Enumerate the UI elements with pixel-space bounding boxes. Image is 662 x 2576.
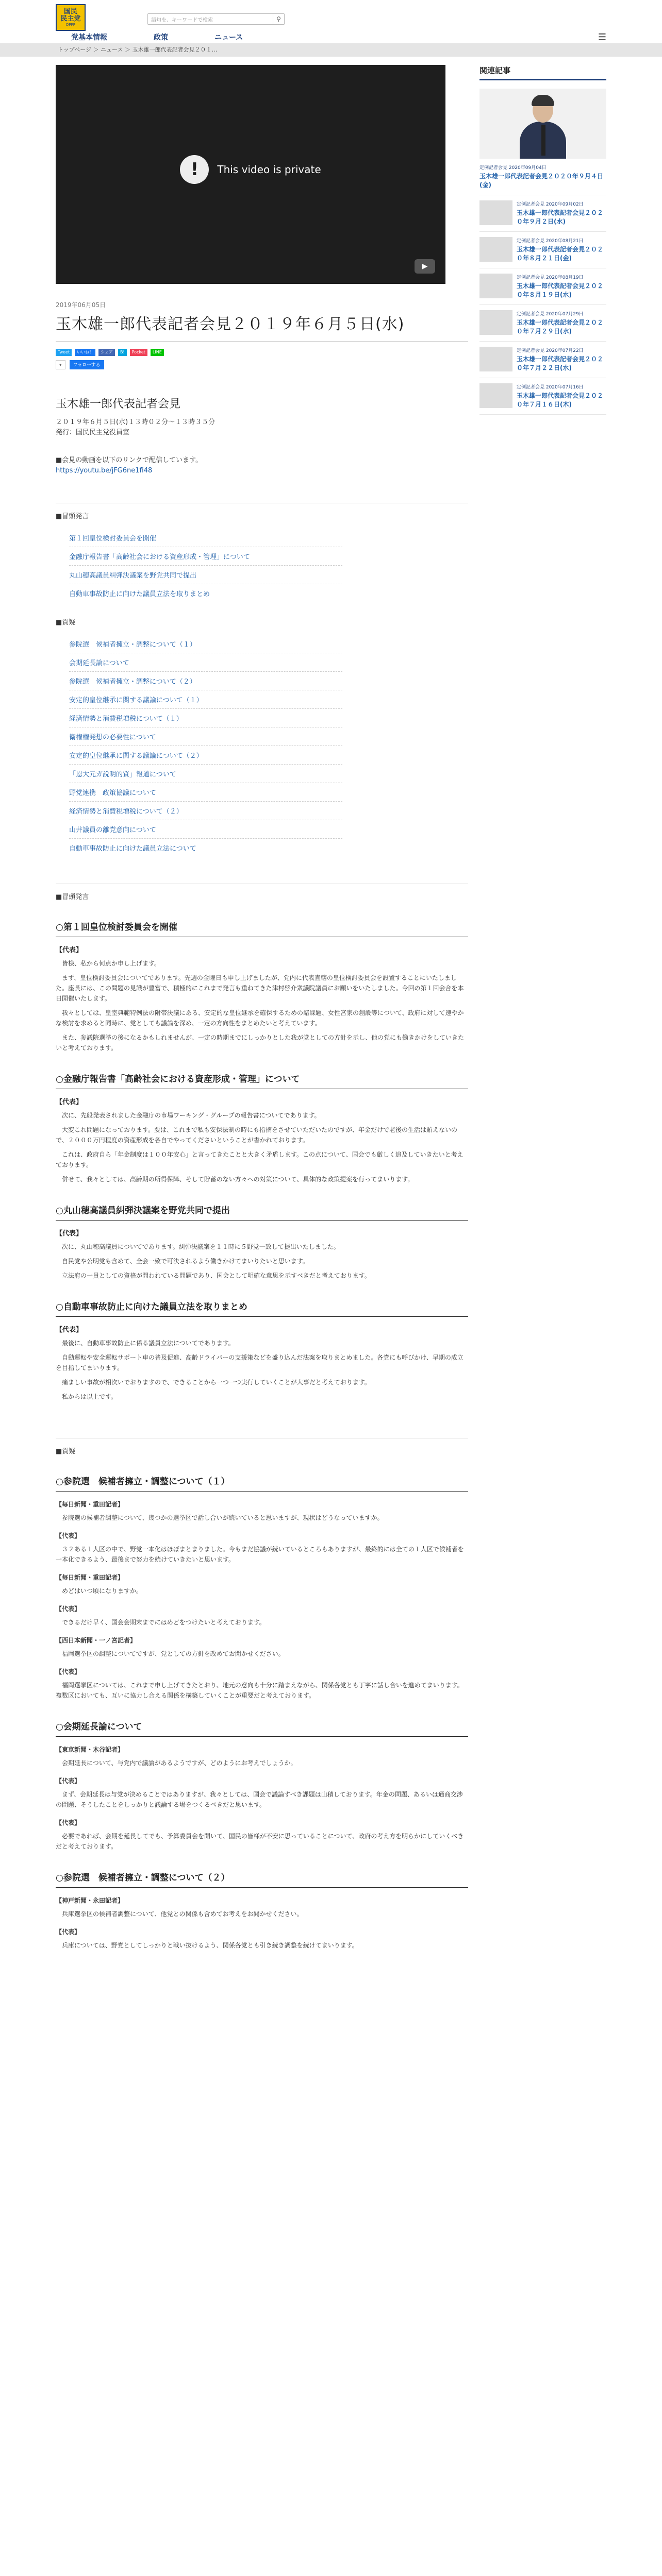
related-title[interactable]: 玉木雄一郎代表記者会見２０２０年７月２２日(水) — [517, 355, 604, 371]
logo-line1: 国民 — [63, 8, 77, 15]
related-thumbnail[interactable] — [479, 310, 512, 335]
toc-item[interactable]: 丸山穂高議員糾弾決議案を野党共同で提出 — [69, 566, 342, 584]
qa-text: まず、会期延長は与党が決めることではありますが、我々としては、国会で議論すべき課題は山積しております。年金の問題、あるいは通商交渉の問題、そうしたことをしっかりと議論する場をつくるべきだと思います。 — [56, 1791, 463, 1808]
search-box[interactable] — [147, 13, 285, 25]
qa-header: ■質疑 — [56, 1448, 76, 1455]
related-category: 定例記者会見 2020年08月21日 — [517, 239, 584, 244]
paragraph: 次に、先般発表されました金融庁の市場ワーキング・グループの報告書についてであります。 — [62, 1112, 321, 1119]
article-main — [56, 57, 468, 1951]
toc-item[interactable]: 経済情勢と消費税増税について（２） — [69, 802, 342, 820]
opening-sections — [56, 920, 468, 1402]
related-list — [479, 195, 606, 415]
toc-item[interactable]: 参院選 候補者擁立・調整について（１） — [69, 635, 342, 653]
site-header — [0, 0, 662, 43]
related-category: 定例記者会見 2020年09月02日 — [517, 202, 584, 207]
qa-text: 福岡選挙区については、これまで申し上げてきたとおり、地元の意向も十分に踏まえながら、関係各党とも丁寧に話し合いを進めてまいります。複数区においても、互いに協力し合える関係を構築していくことが重要だと考えております。 — [56, 1682, 464, 1699]
toc-item[interactable]: 第１回皇位検討委員会を開催 — [69, 529, 342, 547]
paragraph: 立法府の一員としての資格が問われている問題であり、国会として明確な意思を示すべきだと考えております。 — [62, 1272, 371, 1279]
paragraph: 自動運転や安全運転サポート車の普及促進、高齢ドライバーの支援策などを盛り込んだ法案を取りまとめました。各党にも呼びかけ、早期の成立を目指してまいります。 — [56, 1354, 464, 1371]
related-item[interactable] — [479, 268, 606, 305]
related-thumbnail[interactable] — [479, 237, 512, 262]
summary-toc — [69, 529, 468, 602]
qa-speaker: 【代表】 — [56, 1532, 81, 1539]
toc-item[interactable]: 「恩大元ガ説明的質」報道について — [69, 765, 342, 783]
qa-speaker: 【毎日新聞・重田記者】 — [56, 1574, 124, 1581]
breadcrumb[interactable]: トップページ ＞ ニュース ＞ 玉木雄一郎代表記者会見２０１… — [58, 46, 218, 53]
related-thumbnail[interactable] — [479, 274, 512, 298]
logo-line3: DPFP — [66, 23, 75, 27]
toc-item[interactable]: 自動車事故防止に向けた議員立法について — [69, 845, 196, 853]
section-heading: ○第１回皇位検討委員会を開催 — [56, 920, 468, 937]
qa-text: 兵庫については、野党としてしっかりと戦い抜けるよう、関係各党とも引き続き調整を続けてまいります。 — [62, 1942, 358, 1949]
related-title[interactable]: 玉木雄一郎代表記者会見２０２０年９月４日(金) — [479, 173, 604, 189]
meta-publisher: 発行：国民民主党役員室 — [56, 429, 130, 436]
qa-heading: ○参院選 候補者擁立・調整について（２） — [56, 1870, 468, 1888]
party-logo[interactable] — [56, 4, 86, 31]
related-item[interactable] — [479, 378, 606, 415]
page-title: 玉木雄一郎代表記者会見２０１９年６月５日(水) — [56, 315, 405, 333]
alert-icon: ! — [180, 155, 209, 184]
search-icon[interactable]: ⚲ — [273, 14, 284, 24]
toc-item[interactable]: 金融庁報告書「高齢社会における資産形成・管理」について — [69, 547, 342, 566]
video-note — [56, 455, 468, 476]
qa-speaker: 【神戸新聞・永田記者】 — [56, 1897, 124, 1904]
like-button[interactable]: いいね！ — [75, 349, 95, 356]
paragraph: 痛ましい事故が相次いでおりますので、できることから一つ一つ実行していくことが大事だと考えております。 — [62, 1379, 371, 1386]
qa-text: 参院選の候補者調整について、幾つかの選挙区で話し合いが続いていると思いますが、現状はどうなっていますか。 — [62, 1514, 384, 1521]
section-heading: ○金融庁報告書「高齢社会における資産形成・管理」について — [56, 1072, 468, 1089]
related-category: 定例記者会見 2020年07月29日 — [517, 312, 584, 317]
nav-item-about[interactable]: 党基本情報 — [71, 33, 107, 42]
divider — [56, 341, 468, 342]
qa-text: めどはいつ頃になりますか。 — [62, 1587, 143, 1595]
paragraph: 大変これ問題になっております。要は、これまで私も安保法制の時にも指摘をさせていただいたのですが、年金だけで老後の生活は賄えないので、２０００万円程度の資産形成を各自でやってくださいということが書かれております。 — [56, 1126, 458, 1144]
section-heading: ○自動車事故防止に向けた議員立法を取りまとめ — [56, 1299, 468, 1317]
qa-heading: ○会期延長論について — [56, 1719, 468, 1737]
paragraph: 次に、丸山穂高議員についてであります。糾弾決議案を１１時に５野党一致して提出いたしました。 — [62, 1243, 340, 1250]
related-category: 定例記者会見 2020年07月22日 — [517, 348, 584, 353]
paragraph: まず、皇位検討委員会についてであります。先週の金曜日も申し上げましたが、党内に代表直轄の皇位検討委員会を設置することにいたしました。座長には、この問題の見識が豊富で、積極的にこれまで発言も重ねてきた津村啓介衆議院議員にお願いをいたしました。今回の第１回会合を本日開催いたします。 — [56, 974, 464, 1002]
qa-text: できるだけ早く、国会会期末までにはめどをつけたいと考えております。 — [62, 1619, 266, 1626]
qa-speaker: 【西日本新聞・一ノ宮記者】 — [56, 1637, 137, 1644]
paragraph: 私からは以上です。 — [62, 1393, 118, 1400]
featured-thumbnail[interactable] — [479, 89, 606, 159]
qa-label: ■質疑 — [56, 619, 76, 626]
breadcrumb-bar — [0, 43, 662, 57]
logo-line2: 民主党 — [60, 15, 81, 23]
toc-item[interactable]: 参院選 候補者擁立・調整について（２） — [69, 672, 342, 690]
meta-datetime: ２０１９年６月５日(水)１３時０２分～１３時３５分 — [56, 418, 216, 426]
toc-item[interactable]: 経済情勢と消費税増税について（１） — [69, 709, 342, 727]
qa-speaker: 【代表】 — [56, 1605, 81, 1613]
paragraph: 自民党や公明党も含めて、全会一致で可決されるよう働きかけてまいりたいと思います。 — [62, 1258, 309, 1265]
qa-text: 兵庫選挙区の候補者調整について、他党との関係も含めてお考えをお聞かせください。 — [62, 1910, 303, 1918]
youtube-link[interactable]: https://youtu.be/jFG6ne1fi48 — [56, 467, 153, 474]
share-button[interactable]: シェア — [98, 349, 115, 356]
related-title[interactable]: 玉木雄一郎代表記者会見２０２０年７月２９日(水) — [517, 319, 604, 335]
paragraph: また、参議院選挙の後になるかもしれませんが、一定の時期までにしっかりとした我が党としての方針を示し、他の党にも働きかけをしていきたいと考えております。 — [56, 1034, 465, 1052]
article-subtitle: 玉木雄一郎代表記者会見 — [56, 398, 181, 411]
related-title[interactable]: 玉木雄一郎代表記者会見２０２０年８月２１日(金) — [517, 246, 604, 262]
qa-text: 福岡選挙区の調整についてですが、党としての方針を改めてお聞かせください。 — [62, 1650, 285, 1657]
speaker-label: 【代表】 — [56, 1326, 83, 1334]
microphone-icon — [541, 125, 545, 156]
related-title[interactable]: 玉木雄一郎代表記者会見２０２０年９月２日(水) — [517, 209, 604, 225]
toc-item[interactable]: 安定的皇位継承に関する議論について（１） — [69, 690, 342, 709]
related-featured[interactable] — [479, 159, 606, 195]
paragraph: 我々としては、皇室典範特例法の附帯決議にある、安定的な皇位継承を確保するための諸課題、女性宮家の創設等について、政府に対して速やかな検討を求めると同時に、党としても議論を深め、一定の方向性をまとめたいと考えています。 — [56, 1009, 464, 1027]
toc-item[interactable]: 安定的皇位継承に関する議論について（２） — [69, 746, 342, 765]
qa-speaker: 【東京新聞・木谷記者】 — [56, 1746, 124, 1753]
related-title[interactable]: 玉木雄一郎代表記者会見２０２０年８月１９日(水) — [517, 282, 604, 298]
speaker-label: 【代表】 — [56, 1230, 83, 1238]
pocket-button[interactable]: Pocket — [130, 349, 147, 356]
speaker-label: 【代表】 — [56, 1098, 83, 1106]
video-private-message: This video is private — [217, 163, 321, 176]
share-bar — [56, 349, 468, 356]
paragraph: 皆様、私から何点か申し上げます。 — [62, 960, 161, 967]
section-heading: ○丸山穂高議員糾弾決議案を野党共同で提出 — [56, 1203, 468, 1221]
article-meta — [56, 417, 468, 438]
related-item[interactable] — [479, 195, 606, 232]
note-label: ■会見の動画を以下のリンクで配信しています。 — [56, 456, 202, 464]
paragraph: これは、政府自ら「年金制度は１００年安心」と言ってきたことと大きく矛盾します。この点について、国会でも厳しく追及していきたいと考えております。 — [56, 1151, 464, 1168]
youtube-icon[interactable]: ▶ — [415, 259, 435, 274]
tweet-button[interactable]: Tweet — [56, 349, 72, 356]
related-title[interactable]: 玉木雄一郎代表記者会見２０２０年７月１６日(木) — [517, 392, 604, 408]
opening-label: ■冒頭発言 — [56, 893, 89, 901]
toc-item[interactable]: 衛権権発想の必要性について — [69, 727, 342, 746]
toc-item[interactable]: 会期延長論について — [69, 653, 342, 672]
follow-bar — [56, 360, 468, 369]
related-category: 定例記者会見 2020年08月19日 — [517, 275, 584, 280]
paragraph: 最後に、自動車事故防止に係る議員立法についてであります。 — [62, 1340, 235, 1347]
related-item[interactable] — [479, 342, 606, 378]
related-item[interactable] — [479, 232, 606, 268]
hamburger-icon[interactable]: ☰ — [598, 32, 606, 43]
article-date: 2019年06月05日 — [56, 301, 106, 309]
speaker-label: 【代表】 — [56, 946, 83, 954]
sidebar-heading: 関連記事 — [479, 65, 606, 80]
related-item[interactable] — [479, 305, 606, 342]
video-player[interactable] — [56, 65, 445, 284]
feedly-icon[interactable]: ▾ — [56, 360, 65, 369]
qa-speaker: 【代表】 — [56, 1777, 81, 1785]
search-input[interactable]: 語句を、キーワードで検索 — [151, 17, 213, 23]
qa-sections — [56, 1474, 468, 1951]
toc-item[interactable]: 自動車事故防止に向けた議員立法を取りまとめ — [69, 590, 210, 598]
qa-text: 必要であれば、会期を延長してでも、予算委員会を開いて、国民の皆様が不安に思っていることについて、政府の考え方を明らかにしていくべきだと考えております。 — [56, 1833, 464, 1850]
nav-item-news[interactable]: ニュース — [214, 33, 243, 42]
related-thumbnail[interactable] — [479, 383, 512, 408]
summary-label: ■冒頭発言 — [56, 513, 89, 520]
related-category: 定例記者会見 2020年09月04日 — [479, 165, 547, 171]
line-button[interactable]: LINE — [151, 349, 164, 356]
qa-text: 会期延長について、与党内で議論があるようですが、どのようにお考えでしょうか。 — [62, 1759, 297, 1767]
toc-item[interactable]: 野党連携 政策協議について — [69, 783, 342, 802]
sidebar — [479, 57, 606, 1951]
qa-speaker: 【毎日新聞・重田記者】 — [56, 1501, 124, 1508]
hatena-button[interactable]: B! — [118, 349, 127, 356]
global-nav — [56, 31, 606, 43]
related-thumbnail[interactable] — [479, 200, 512, 225]
related-category: 定例記者会見 2020年07月16日 — [517, 385, 584, 390]
qa-text: ３２ある１人区の中で、野党一本化はほぼまとまりました。今もまだ協議が続いているところもありますが、最終的には全ての１人区で候補者を一本化できるよう、最後まで努力を続けていきたいと思います。 — [56, 1546, 464, 1563]
follow-button[interactable]: フォローする — [70, 360, 104, 369]
qa-speaker: 【代表】 — [56, 1819, 81, 1826]
toc-item[interactable]: 山井議員の離党意向について — [69, 820, 342, 839]
qa-speaker: 【代表】 — [56, 1928, 81, 1936]
qa-toc — [69, 635, 468, 857]
nav-item-policy[interactable]: 政策 — [154, 33, 168, 42]
qa-heading: ○参院選 候補者擁立・調整について（１） — [56, 1474, 468, 1492]
related-thumbnail[interactable] — [479, 347, 512, 371]
qa-speaker: 【代表】 — [56, 1668, 81, 1675]
paragraph: 併せて、我々としては、高齢期の所得保障、そして貯蓄のない方々への対策について、具体的な政策提案を行ってまいります。 — [62, 1176, 414, 1183]
